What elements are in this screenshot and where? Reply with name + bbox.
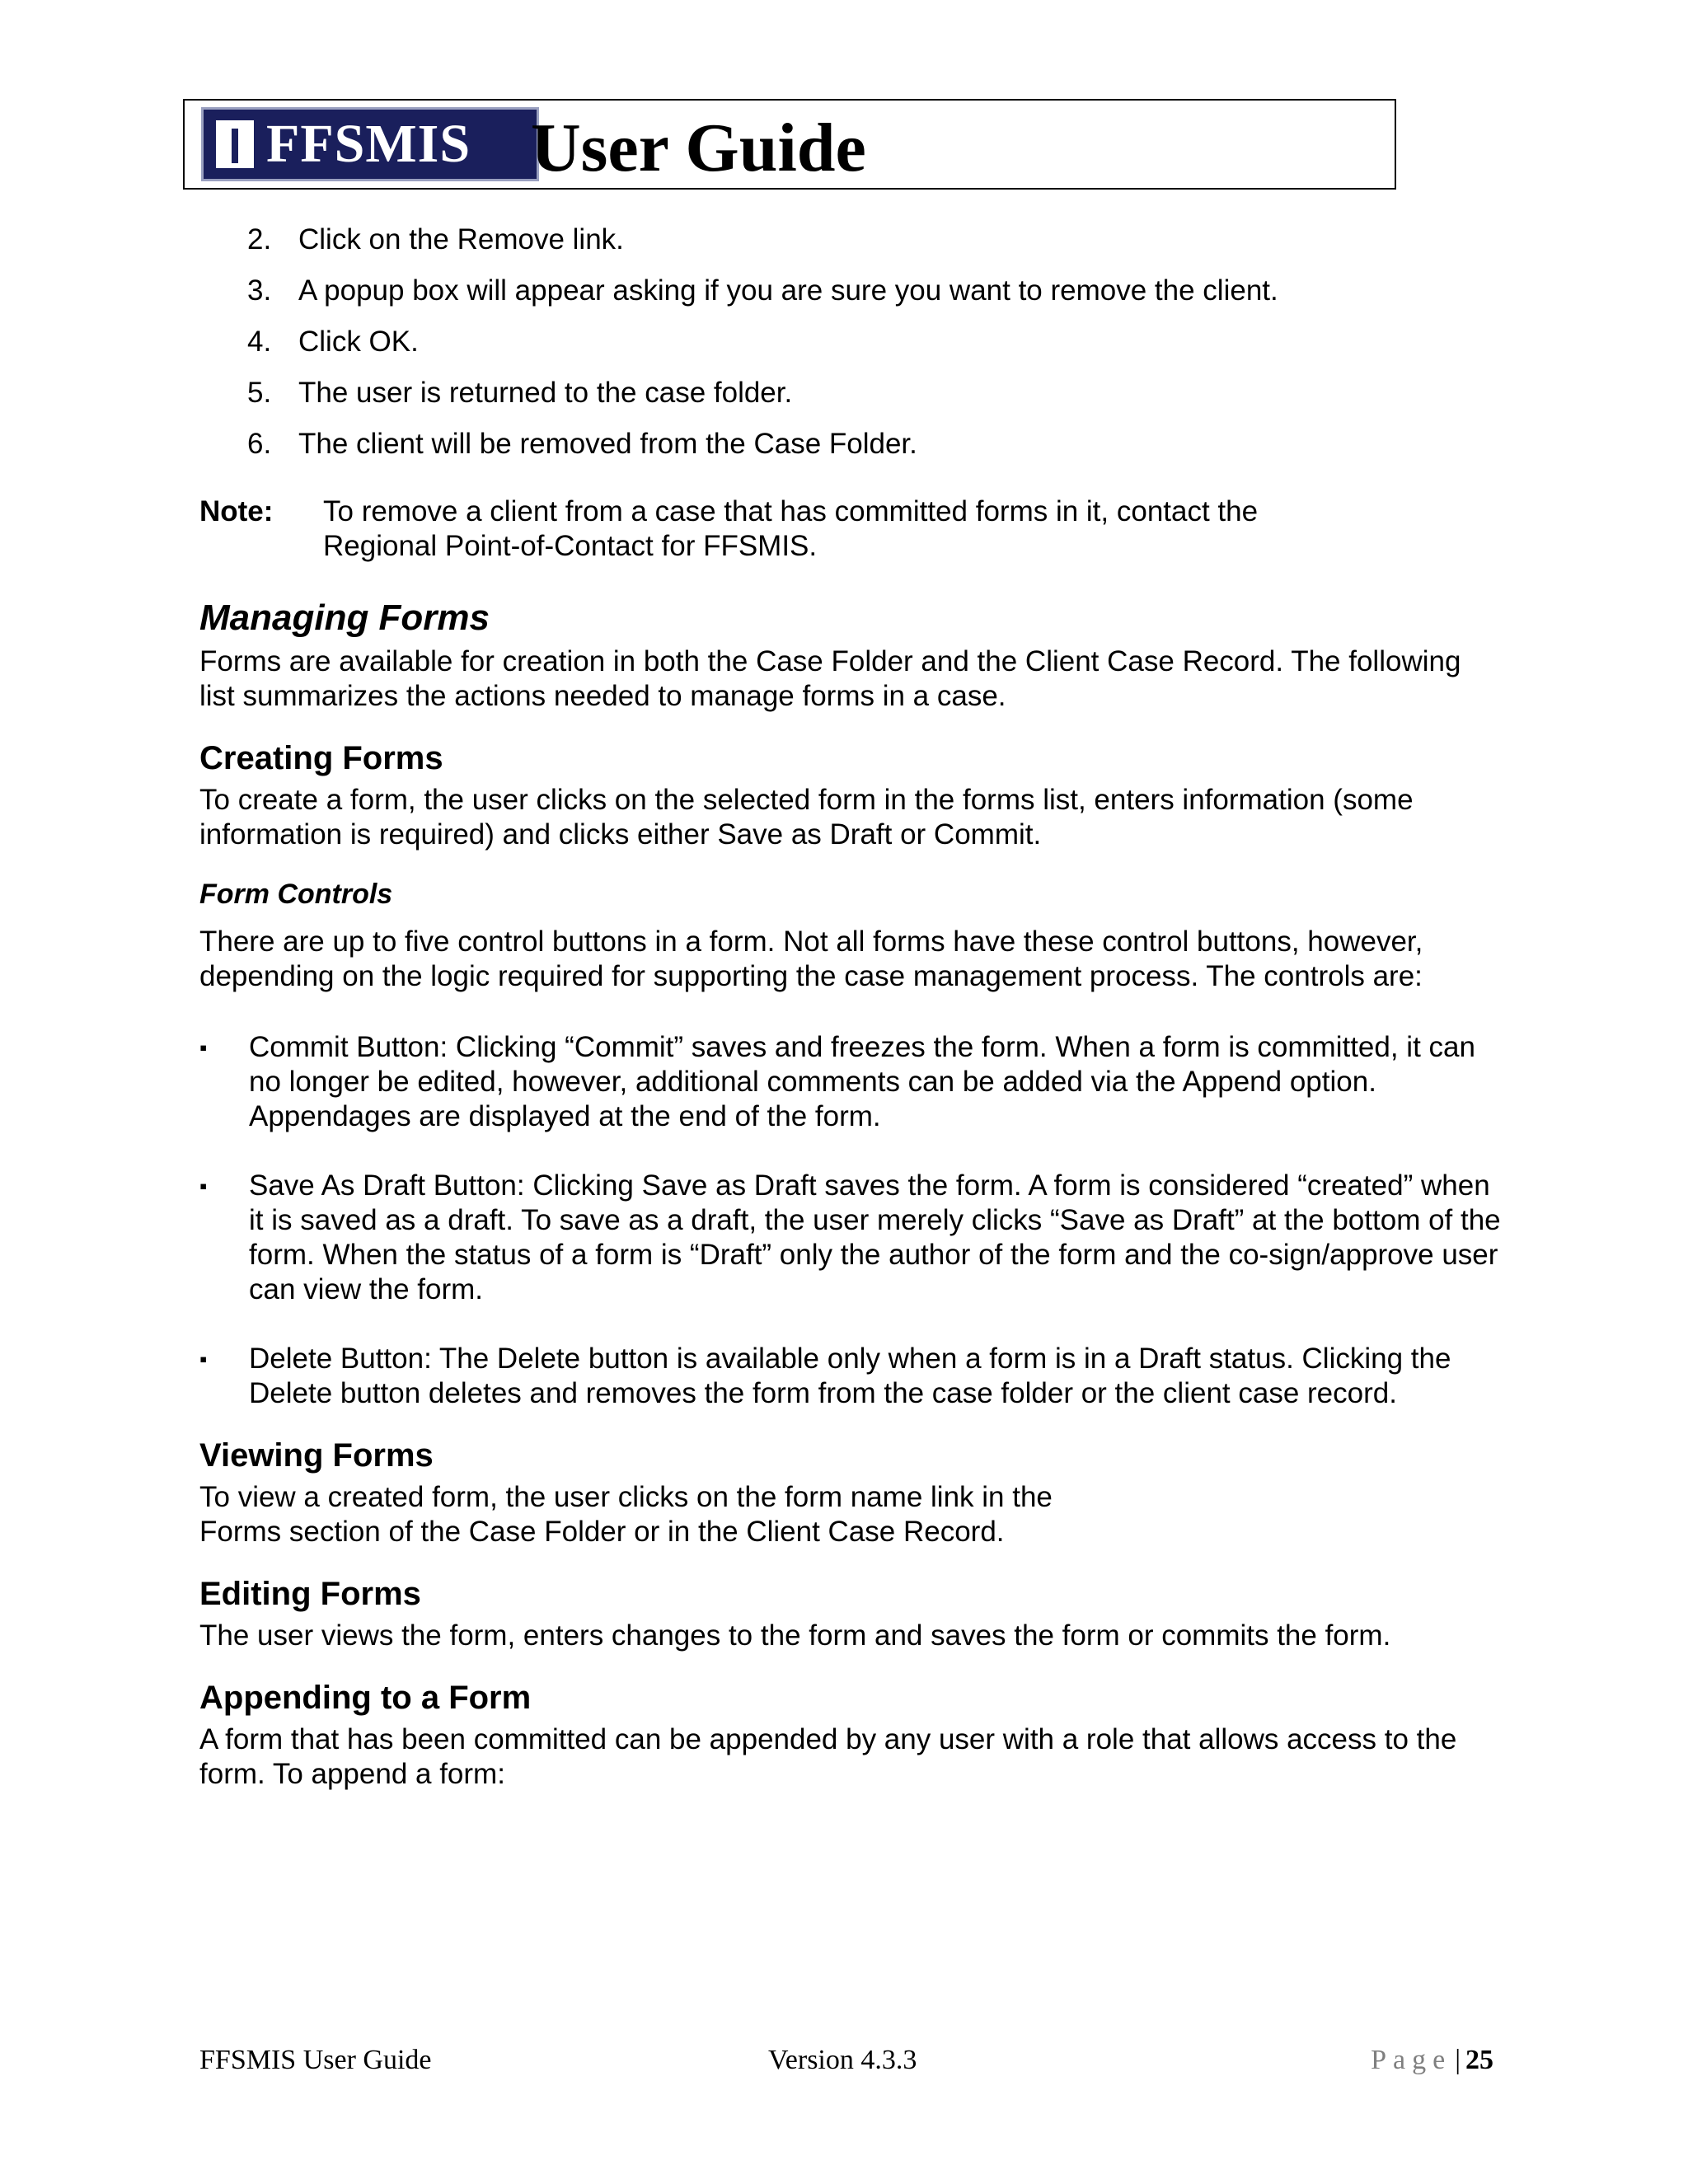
appending-form-text: A form that has been committed can be appended by any user with a role that allows access to the form. To append a form:: [199, 1723, 1457, 1790]
note: [199, 494, 1502, 564]
footer-version: Version 4.3.3: [768, 2045, 917, 2075]
bullet-text: Save As Draft Button: Clicking Save as Draft saves the form. A form is considered “created” when it is saved as a draft. To save as a draft, the user merely clicks “Save as Draft” at the bottom of the form. When the status of a form is “Draft” only the author of the form and the co-sign/approve user can view the form.: [249, 1169, 1501, 1305]
page-separator: |: [1455, 2045, 1461, 2075]
form-controls-list: [199, 1030, 1502, 1411]
managing-forms-text: Forms are available for creation in both the Case Folder and the Client Case Record. The following list summarizes the actions needed to manage forms in a case.: [199, 645, 1461, 712]
page-label: Page: [1371, 2045, 1452, 2075]
list-item: [199, 325, 1502, 359]
step-number: 4.: [247, 326, 272, 358]
note-label: Note:: [199, 495, 274, 527]
footer-doc-title: FFSMIS User Guide: [199, 2045, 432, 2075]
logo-text: FFSMIS: [266, 114, 471, 174]
step-number: 2.: [247, 223, 272, 255]
note-text: To remove a client from a case that has committed forms in it, contact the Regional Point-of-Contact for FFSMIS.: [323, 495, 1259, 562]
header-title: User Guide: [531, 110, 866, 186]
list-item: [199, 223, 1502, 257]
list-item: [199, 1030, 1502, 1134]
page-number: 25: [1465, 2045, 1493, 2075]
footer-page-indicator: [1371, 2042, 1493, 2079]
creating-forms-text: To create a form, the user clicks on the selected form in the forms list, enters information (some information is required) and clicks either Save as Draft or Commit.: [199, 784, 1414, 851]
header-banner: [183, 99, 1396, 190]
page-footer: [199, 2042, 1493, 2083]
form-controls-heading: Form Controls: [199, 879, 393, 910]
pillar-icon: [213, 118, 256, 171]
step-text: The user is returned to the case folder.: [298, 377, 793, 409]
bullet-text: Delete Button: The Delete button is available only when a form is in a Draft status. Clicking the Delete button deletes and removes the form from the case folder or the client case record.: [249, 1343, 1451, 1409]
viewing-forms-line-2: Forms section of the Case Folder or in the Client Case Record.: [199, 1516, 1005, 1548]
ffsmis-logo: [201, 107, 539, 181]
page-content: [199, 223, 1502, 1792]
bullet-icon: ▪: [199, 1174, 208, 1198]
bullet-icon: ▪: [199, 1035, 208, 1060]
step-text: A popup box will appear asking if you are sure you want to remove the client.: [298, 274, 1278, 307]
step-number: 5.: [247, 377, 272, 409]
list-item: [199, 376, 1502, 410]
form-controls-intro: There are up to five control buttons in a form. Not all forms have these control buttons, however, depending on the logic required for supporting the case management process. The controls are:: [199, 926, 1423, 992]
bullet-text: Commit Button: Clicking “Commit” saves and freezes the form. When a form is committed, it can no longer be edited, however, additional comments can be added via the Append option. Appendages are displayed at the end of the form.: [249, 1031, 1475, 1132]
viewing-forms-heading: Viewing Forms: [199, 1437, 434, 1474]
step-number: 6.: [247, 428, 272, 460]
managing-forms-heading: Managing Forms: [199, 598, 490, 638]
list-item: [199, 274, 1502, 308]
step-text: Click OK.: [298, 326, 419, 358]
list-item: [199, 1342, 1502, 1411]
step-number: 3.: [247, 274, 272, 307]
editing-forms-text: The user views the form, enters changes to the form and saves the form or commits the form.: [199, 1619, 1391, 1652]
steps-list: [199, 223, 1502, 462]
appending-form-heading: Appending to a Form: [199, 1680, 532, 1716]
list-item: [199, 1169, 1502, 1307]
list-item: [199, 427, 1502, 462]
step-text: The client will be removed from the Case Folder.: [298, 428, 917, 460]
bullet-icon: ▪: [199, 1347, 208, 1371]
creating-forms-heading: Creating Forms: [199, 740, 443, 776]
editing-forms-heading: Editing Forms: [199, 1576, 421, 1612]
viewing-forms-line-1: To view a created form, the user clicks on the form name link in the: [199, 1481, 1053, 1513]
step-text: Click on the Remove link.: [298, 223, 624, 255]
